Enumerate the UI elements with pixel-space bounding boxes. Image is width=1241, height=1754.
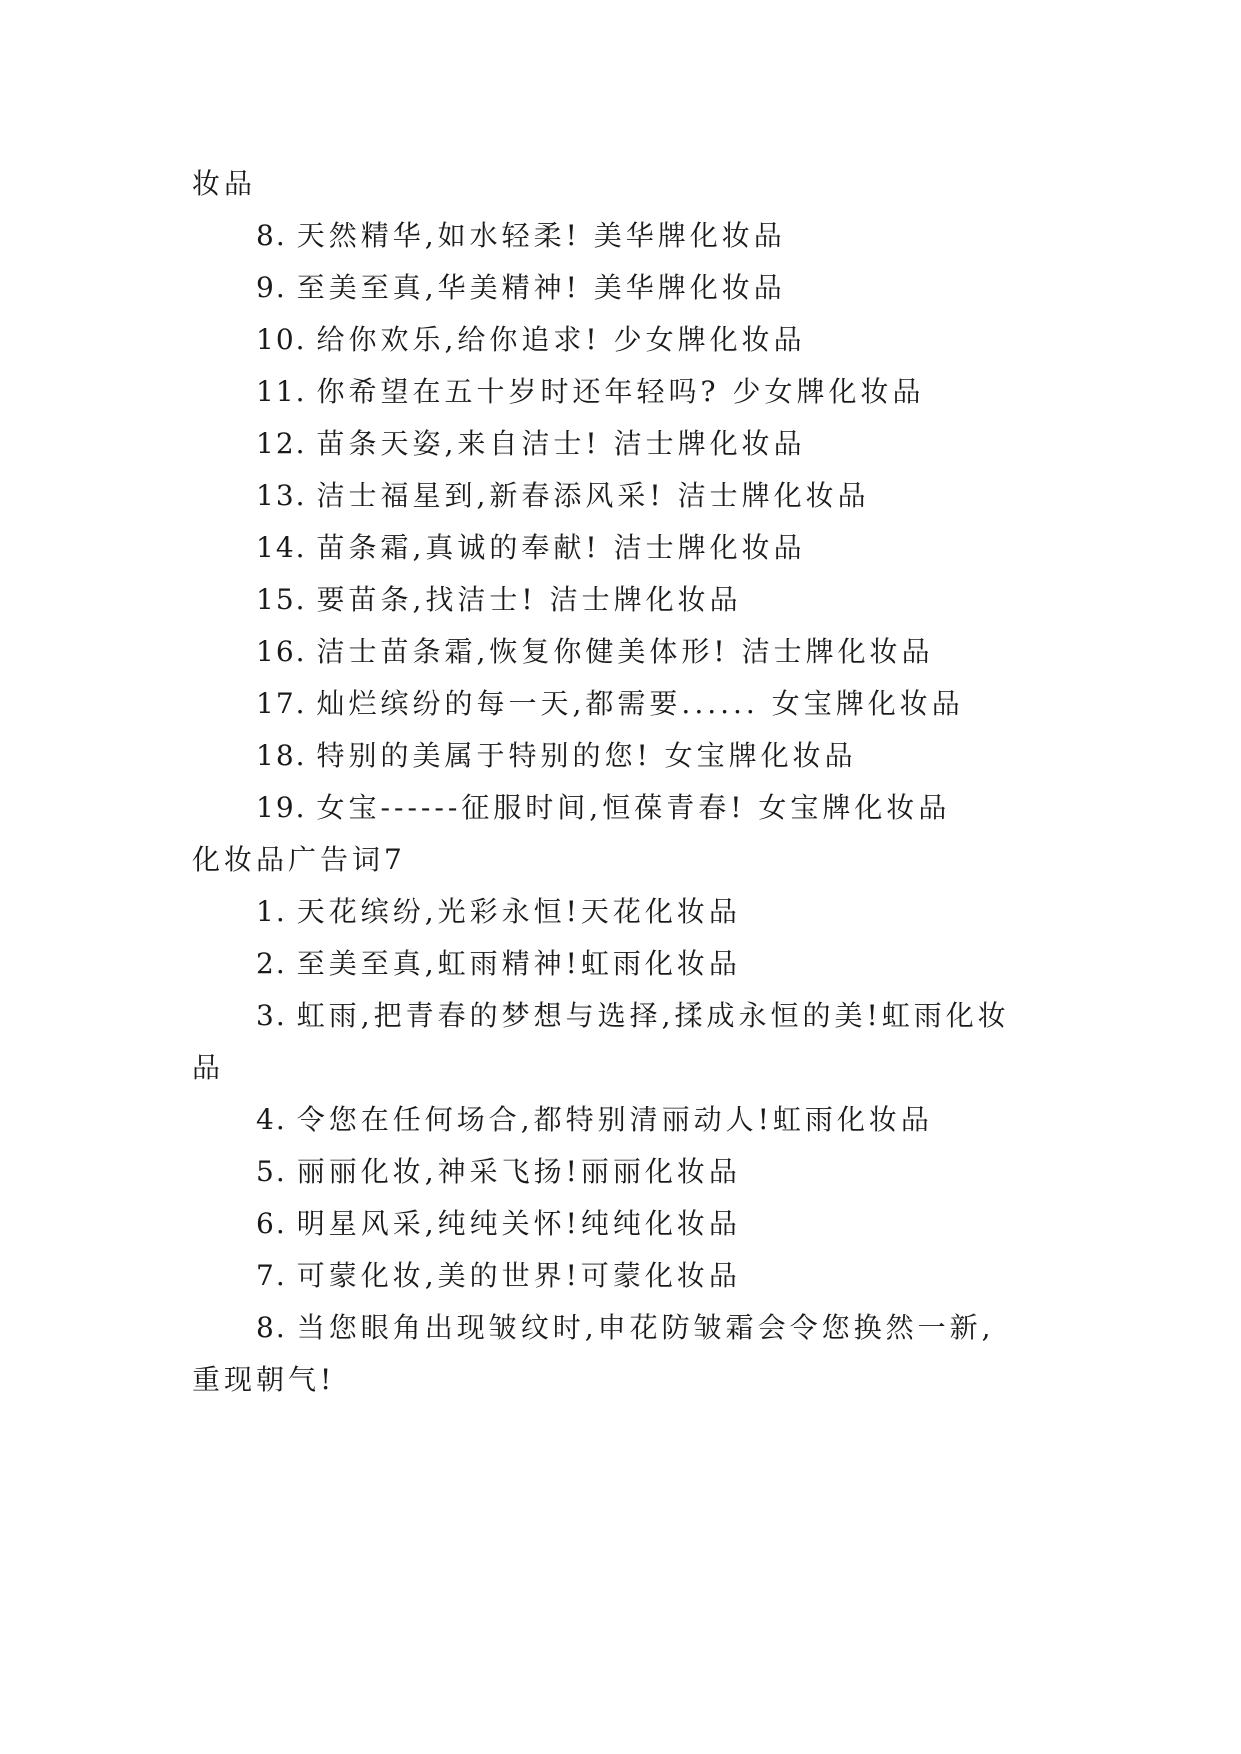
item-text: 特别的美属于特别的您! 女宝牌化妆品 <box>316 739 857 772</box>
item-number: 7. <box>256 1259 287 1292</box>
list-item <box>256 1100 933 1140</box>
list-item <box>256 1204 741 1244</box>
list-item <box>256 1308 995 1348</box>
item-text: 洁士福星到,新春添风采! 洁士牌化妆品 <box>316 479 870 512</box>
list-item <box>256 1256 741 1296</box>
item-text: 至美至真,虹雨精神!虹雨化妆品 <box>296 947 741 980</box>
item-text: 可蒙化妆,美的世界!可蒙化妆品 <box>296 1259 741 1292</box>
item-text: 至美至真,华美精神! 美华牌化妆品 <box>296 271 786 304</box>
item-text: 虹雨,把青春的梦想与选择,揉成永恒的美!虹雨化妆 <box>296 999 1010 1032</box>
text-continuation: 品 <box>192 1051 225 1084</box>
item-text: 明星风采,纯纯关怀!纯纯化妆品 <box>296 1207 741 1240</box>
item-number: 19. <box>256 791 307 824</box>
item-text: 当您眼角出现皱纹时,申花防皱霜会令您换然一新, <box>296 1311 995 1344</box>
text-continuation: 重现朝气! <box>192 1363 336 1396</box>
list-item <box>256 1152 741 1192</box>
item-number: 6. <box>256 1207 287 1240</box>
list-item <box>256 684 964 724</box>
list-item <box>256 372 924 412</box>
item-number: 14. <box>256 531 307 564</box>
item-number: 10. <box>256 323 307 356</box>
item-text: 女宝------征服时间,恒葆青春! 女宝牌化妆品 <box>316 791 951 824</box>
list-item <box>256 944 741 984</box>
item-number: 4. <box>256 1103 287 1136</box>
list-item <box>256 268 786 308</box>
item-number: 1. <box>256 895 287 928</box>
item-number: 5. <box>256 1155 287 1188</box>
item-number: 8. <box>256 219 287 252</box>
item-number: 3. <box>256 999 287 1032</box>
list-item <box>256 216 786 256</box>
item-text: 令您在任何场合,都特别清丽动人!虹雨化妆品 <box>296 1103 933 1136</box>
list-item <box>256 580 742 620</box>
list-item <box>256 736 857 776</box>
item-number: 18. <box>256 739 307 772</box>
item-text: 给你欢乐,给你追求! 少女牌化妆品 <box>316 323 806 356</box>
list-item <box>256 632 934 672</box>
item-number: 8. <box>256 1311 287 1344</box>
item-text: 你希望在五十岁时还年轻吗? 少女牌化妆品 <box>316 375 925 408</box>
list-item <box>256 996 1010 1036</box>
text-continuation: 妆品 <box>192 167 257 200</box>
item-text: 灿烂缤纷的每一天,都需要...... 女宝牌化妆品 <box>316 687 964 720</box>
item-text: 天然精华,如水轻柔! 美华牌化妆品 <box>296 219 786 252</box>
item-number: 16. <box>256 635 307 668</box>
item-text: 丽丽化妆,神采飞扬!丽丽化妆品 <box>296 1155 741 1188</box>
list-item <box>256 528 806 568</box>
item-number: 11. <box>256 375 307 408</box>
item-number: 13. <box>256 479 307 512</box>
item-text: 要苗条,找洁士! 洁士牌化妆品 <box>316 583 742 616</box>
section-heading: 化妆品广告词7 <box>192 843 406 876</box>
item-number: 15. <box>256 583 307 616</box>
item-number: 2. <box>256 947 287 980</box>
list-item <box>256 320 806 360</box>
item-text: 天花缤纷,光彩永恒!天花化妆品 <box>296 895 741 928</box>
list-item <box>256 476 870 516</box>
item-text: 苗条霜,真诚的奉献! 洁士牌化妆品 <box>316 531 806 564</box>
list-item <box>256 892 741 932</box>
item-number: 9. <box>256 271 287 304</box>
item-text: 洁士苗条霜,恢复你健美体形! 洁士牌化妆品 <box>316 635 934 668</box>
item-text: 苗条天姿,来自洁士! 洁士牌化妆品 <box>316 427 806 460</box>
item-number: 17. <box>256 687 307 720</box>
list-item <box>256 424 806 464</box>
item-number: 12. <box>256 427 307 460</box>
list-item <box>256 788 950 828</box>
